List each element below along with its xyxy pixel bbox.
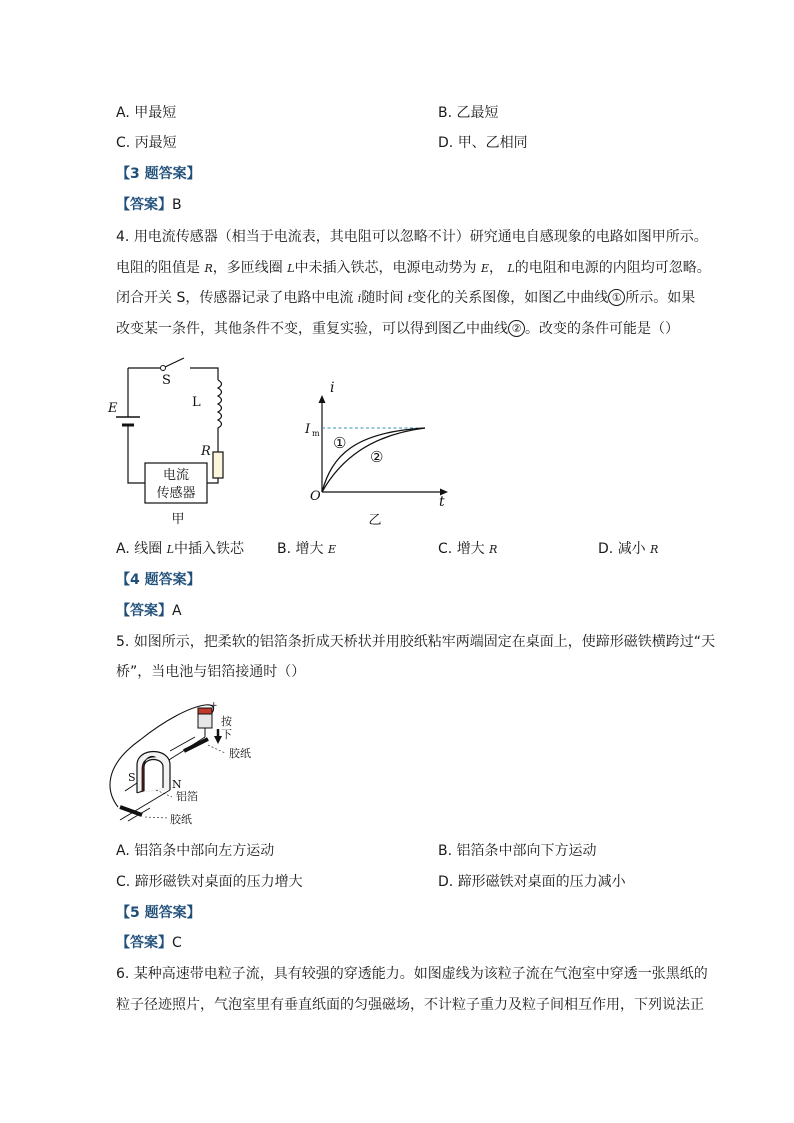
option-letter: A. [116,843,130,859]
circuit-diagram-jia [100,350,260,530]
switch-label: S [162,373,171,388]
q3-option-a [116,103,176,123]
q5-stem-line-1 [116,632,715,652]
curve-1-label: ① [333,434,347,452]
y-axis-arrow-icon [319,395,326,403]
s-pole-label: S [128,771,136,784]
question-number: 5. [116,634,130,650]
tape-top-label: 胶纸 [229,747,251,760]
variable-l: L [507,262,515,275]
option-variable: R [489,543,498,556]
option-text: 甲、乙相同 [457,135,528,151]
tape-bottom-label: 胶纸 [170,813,192,826]
option-variable: E [327,543,336,556]
option-variable: R [650,543,659,556]
option-text: 铝箔条中部向下方运动 [456,843,597,859]
stem-text: 电阻的阻值是 [116,260,200,276]
q5-option-d [438,872,626,892]
stem-text: 桥”，当电池与铝箔接通时（） [116,664,306,680]
answer-value: C [172,935,182,951]
press-label-2: 下 [221,728,232,741]
stem-text: 。改变的条件可能是（） [525,321,679,337]
q4-answer [116,601,182,621]
q3-answer [116,195,182,215]
stem-text: 如图所示，把柔软的铝箔条折成天桥状并用胶纸粘牢两端固定在桌面上，使蹄形磁铁横跨过“天 [133,634,716,650]
figure-caption-yi: 乙 [368,513,382,528]
q5-option-b [438,841,597,861]
stem-text: 随时间 [361,290,404,306]
q4-option-a [116,539,244,560]
option-variable: L [166,543,174,556]
option-text: 蹄形磁铁对桌面的压力减小 [457,874,626,890]
figure-caption-jia: 甲 [171,512,185,527]
foil-bridge-figure [100,695,280,830]
answer-label: 【答案】 [116,935,172,951]
curve-1-marker: ① [608,289,625,306]
stem-text: 中未插入铁芯，电源电动势为 [294,260,477,276]
y-axis-label: i [330,380,335,396]
coil-label: L [192,395,201,410]
option-letter: D. [438,874,454,890]
q4-option-b [277,539,336,560]
option-letter: C. [116,135,131,151]
option-letter: D. [438,135,454,151]
option-text: 丙最短 [134,135,177,151]
option-letter: C. [438,541,453,557]
answer-value: A [172,603,182,619]
option-letter: B. [438,105,453,121]
foil-strip-bottom [120,790,170,820]
coil-icon [218,380,222,438]
option-text: 乙最短 [456,105,499,121]
im-subscript: m [312,429,320,438]
option-letter: D. [598,541,614,557]
im-label: I [305,422,311,437]
q5-option-a [116,841,274,861]
it-graph-yi [300,360,460,530]
variable-l: L [287,262,295,275]
option-letter: B. [277,541,292,557]
option-text: 甲最短 [134,105,177,121]
q3-option-b [438,103,499,123]
question-number: 6. [116,966,130,982]
q4-stem-line-2 [116,258,711,279]
battery-plus-label: + [210,701,218,711]
q4-option-c [438,539,497,560]
q5-answer-tag: 【5 题答案】 [116,905,201,921]
n-pole-label: N [172,778,182,791]
q5-stem-line-2 [116,662,305,682]
press-label-1: 按 [221,715,232,728]
stem-text: 某种高速带电粒子流，具有较强的穿透能力。如图虚线为该粒子流在气泡室中穿透一张黑纸的 [133,966,708,982]
option-text: 增大 [456,541,485,557]
option-letter: B. [438,843,453,859]
curve-2-label: ② [370,448,384,466]
stem-text: ， [489,260,503,276]
emf-label: E [108,401,118,416]
stem-text: ，多匝线圈 [212,260,283,276]
option-text: 增大 [295,541,324,557]
question-number: 4. [116,229,130,245]
variable-i: i [357,292,362,305]
option-letter: A. [116,541,130,557]
q6-stem-line-2 [116,995,704,1015]
q5-option-c [116,872,303,892]
q3-option-c [116,133,177,153]
q4-answer-tag: 【4 题答案】 [116,572,201,588]
q4-stem-line-4 [116,319,679,339]
x-axis-label: t [439,494,445,510]
sensor-label-1: 电流 [162,468,190,483]
q4-stem-line-3 [116,288,695,309]
answer-value: B [172,197,182,213]
q5-answer [116,933,182,953]
variable-r: R [204,262,213,275]
option-text: 铝箔条中部向左方运动 [134,843,275,859]
variable-t: t [407,292,413,305]
stem-text: 所示。如果 [625,290,696,306]
q4-stem-line-1 [116,227,708,247]
variable-e: E [480,262,489,275]
option-text: 中插入铁芯 [174,541,244,557]
switch-icon [165,358,184,367]
q3-answer-tag: 【3 题答案】 [116,166,201,182]
resistor-icon [213,452,223,478]
stem-text: 用电流传感器（相当于电流表，其电阻可以忽略不计）研究通电自感现象的电路如图甲所示。 [133,229,708,245]
stem-text: 的电阻和电源的内阻均可忽略。 [514,260,711,276]
stem-text: 闭合开关 S，传感器记录了电路中电流 [116,290,354,306]
q3-option-d [438,133,528,153]
sensor-label-2: 传感器 [156,486,196,501]
q4-option-d [598,539,658,560]
stem-text: 变化的关系图像，如图乙中曲线 [412,290,609,306]
option-text: 蹄形磁铁对桌面的压力增大 [134,874,303,890]
resistor-label: R [201,444,211,459]
answer-label: 【答案】 [116,603,172,619]
option-text: 线圈 [134,541,163,557]
stem-text: 改变某一条件，其他条件不变，重复实验，可以得到图乙中曲线 [116,321,508,337]
option-letter: C. [116,874,131,890]
curve-2-marker: ② [508,320,525,337]
foil-label: 铝箔 [176,790,198,803]
stem-text: 粒子径迹照片，气泡室里有垂直纸面的匀强磁场，不计粒子重力及粒子间相互作用，下列说法正 [116,997,704,1013]
origin-label: O [310,489,321,504]
option-text: 减小 [617,541,646,557]
q6-stem-line-1 [116,964,708,984]
option-letter: A. [116,105,130,121]
switch-contact-icon [161,366,166,371]
answer-label: 【答案】 [116,197,172,213]
